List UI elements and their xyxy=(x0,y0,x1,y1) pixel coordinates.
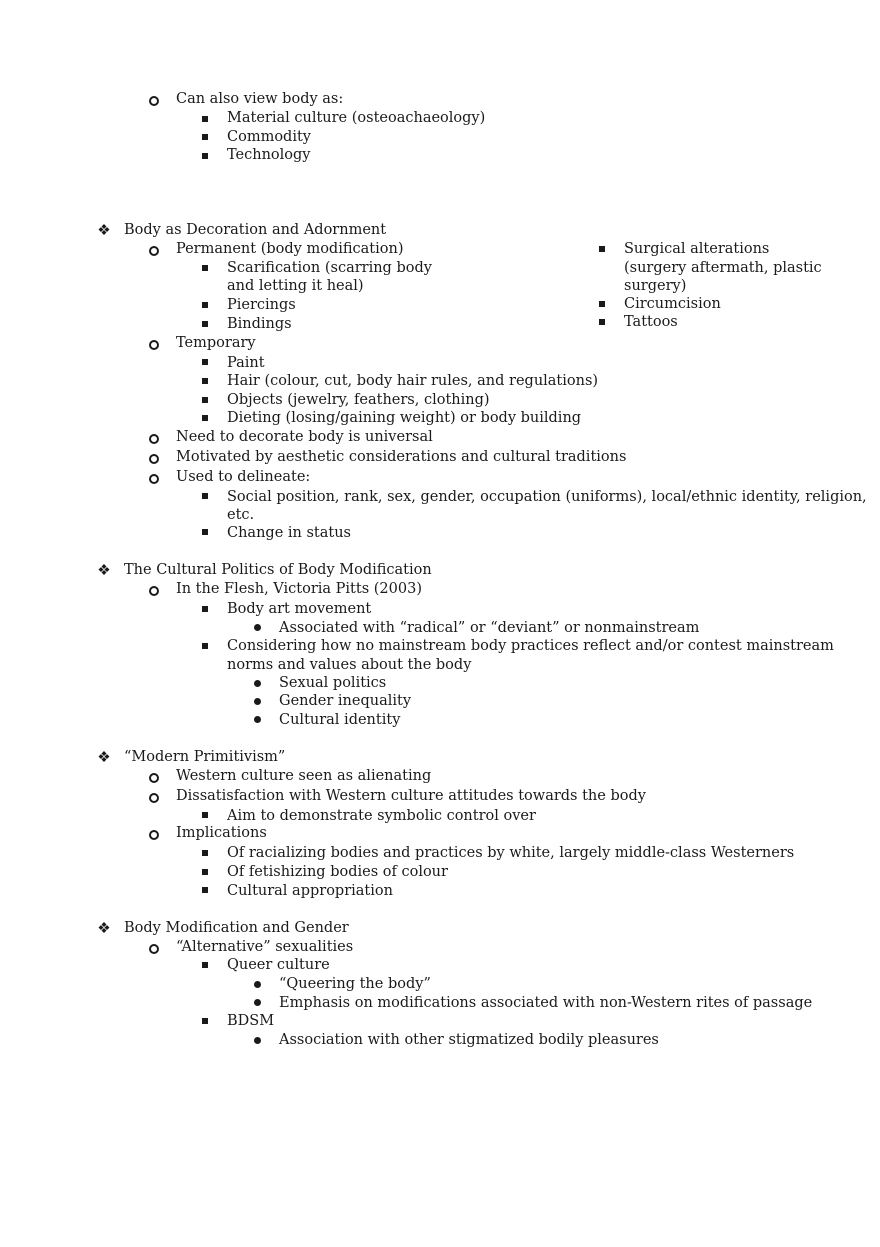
list-item: Hair (colour, cut, body hair rules, and regulations) xyxy=(227,373,599,389)
list-item-continuation: norms and values about the body xyxy=(227,657,472,673)
section-title: Body as Decoration and Adornment xyxy=(124,222,387,238)
list-item: Bindings xyxy=(227,316,292,332)
circle-bullet-icon xyxy=(149,454,159,464)
list-item: Aim to demonstrate symbolic control over xyxy=(227,808,536,824)
list-item: Of racializing bodies and practices by white, largely middle-class Westerners xyxy=(227,845,795,861)
square-bullet-icon xyxy=(202,493,208,499)
list-item: Scarification (scarring body xyxy=(227,260,432,276)
list-item: Surgical alterations xyxy=(624,241,770,257)
list-item: Western culture seen as alienating xyxy=(176,768,432,784)
list-item: Technology xyxy=(227,147,311,163)
circle-bullet-icon xyxy=(149,586,159,596)
square-bullet-icon xyxy=(202,265,208,271)
list-item: Change in status xyxy=(227,525,351,541)
section-title: Body Modification and Gender xyxy=(124,920,349,936)
section-title: “Modern Primitivism” xyxy=(124,749,286,765)
square-bullet-icon xyxy=(202,850,208,856)
dot-bullet-icon xyxy=(254,624,261,631)
square-bullet-icon xyxy=(599,301,605,307)
list-item: Of fetishizing bodies of colour xyxy=(227,864,448,880)
square-bullet-icon xyxy=(202,153,208,159)
square-bullet-icon xyxy=(202,529,208,535)
dot-bullet-icon xyxy=(254,716,261,723)
diamond-bullet-icon: ❖ xyxy=(97,748,111,766)
dot-bullet-icon xyxy=(254,680,261,687)
temporary-label: Temporary xyxy=(176,335,256,351)
list-item: “Queering the body” xyxy=(279,976,431,992)
dot-bullet-icon xyxy=(254,1037,261,1044)
square-bullet-icon xyxy=(202,321,208,327)
diamond-bullet-icon: ❖ xyxy=(97,221,111,239)
dot-bullet-icon xyxy=(254,999,261,1006)
circle-bullet-icon xyxy=(149,793,159,803)
list-item: Paint xyxy=(227,355,265,371)
circle-bullet-icon xyxy=(149,773,159,783)
list-item: Cultural identity xyxy=(279,712,401,728)
list-item: Dieting (losing/gaining weight) or body building xyxy=(227,410,582,426)
circle-bullet-icon xyxy=(149,96,159,106)
diamond-bullet-icon: ❖ xyxy=(97,919,111,937)
square-bullet-icon xyxy=(202,1018,208,1024)
square-bullet-icon xyxy=(202,606,208,612)
square-bullet-icon xyxy=(599,319,605,325)
circle-bullet-icon xyxy=(149,434,159,444)
list-item: Commodity xyxy=(227,129,311,145)
square-bullet-icon xyxy=(202,869,208,875)
square-bullet-icon xyxy=(202,812,208,818)
square-bullet-icon xyxy=(202,643,208,649)
list-item-continuation: and letting it heal) xyxy=(227,278,364,294)
list-item: Objects (jewelry, feathers, clothing) xyxy=(227,392,490,408)
square-bullet-icon xyxy=(202,397,208,403)
circle-bullet-icon xyxy=(149,340,159,350)
square-bullet-icon xyxy=(202,134,208,140)
list-item: “Alternative” sexualities xyxy=(176,939,354,955)
list-item: Need to decorate body is universal xyxy=(176,429,433,445)
list-item: Tattoos xyxy=(624,314,678,330)
circle-bullet-icon xyxy=(149,944,159,954)
square-bullet-icon xyxy=(202,116,208,122)
list-item-continuation: (surgery aftermath, plastic xyxy=(624,260,822,276)
circle-bullet-icon xyxy=(149,474,159,484)
list-item: Considering how no mainstream body practices reflect and/or contest mainstream xyxy=(227,638,834,654)
list-item: Sexual politics xyxy=(279,675,387,691)
square-bullet-icon xyxy=(202,378,208,384)
intro-heading: Can also view body as: xyxy=(176,91,344,107)
list-item: Used to delineate: xyxy=(176,469,311,485)
square-bullet-icon xyxy=(599,246,605,252)
list-item: Social position, rank, sex, gender, occupation (uniforms), local/ethnic identity, religion, xyxy=(227,489,867,505)
list-item: Body art movement xyxy=(227,601,372,617)
section-title: The Cultural Politics of Body Modification xyxy=(124,562,432,578)
circle-bullet-icon xyxy=(149,830,159,840)
square-bullet-icon xyxy=(202,359,208,365)
list-item: Cultural appropriation xyxy=(227,883,393,899)
square-bullet-icon xyxy=(202,887,208,893)
list-item: Dissatisfaction with Western culture attitudes towards the body xyxy=(176,788,646,804)
list-item: Gender inequality xyxy=(279,693,412,709)
list-item: BDSM xyxy=(227,1013,275,1029)
list-item: Associated with “radical” or “deviant” or nonmainstream xyxy=(279,620,700,636)
square-bullet-icon xyxy=(202,962,208,968)
list-item: Queer culture xyxy=(227,957,330,973)
list-item: Motivated by aesthetic considerations and cultural traditions xyxy=(176,449,627,465)
list-item: Circumcision xyxy=(624,296,721,312)
list-item-continuation: etc. xyxy=(227,507,255,523)
square-bullet-icon xyxy=(202,302,208,308)
circle-bullet-icon xyxy=(149,246,159,256)
list-item: Piercings xyxy=(227,297,296,313)
dot-bullet-icon xyxy=(254,698,261,705)
source-citation: In the Flesh, Victoria Pitts (2003) xyxy=(176,581,422,597)
dot-bullet-icon xyxy=(254,981,261,988)
list-item: Emphasis on modifications associated with non-Western rites of passage xyxy=(279,995,813,1011)
square-bullet-icon xyxy=(202,415,208,421)
list-item: Association with other stigmatized bodily pleasures xyxy=(279,1032,659,1048)
list-item: Material culture (osteoachaeology) xyxy=(227,110,486,126)
implications-label: Implications xyxy=(176,825,267,841)
diamond-bullet-icon: ❖ xyxy=(97,561,111,579)
list-item-continuation: surgery) xyxy=(624,278,687,294)
permanent-label: Permanent (body modification) xyxy=(176,241,404,257)
